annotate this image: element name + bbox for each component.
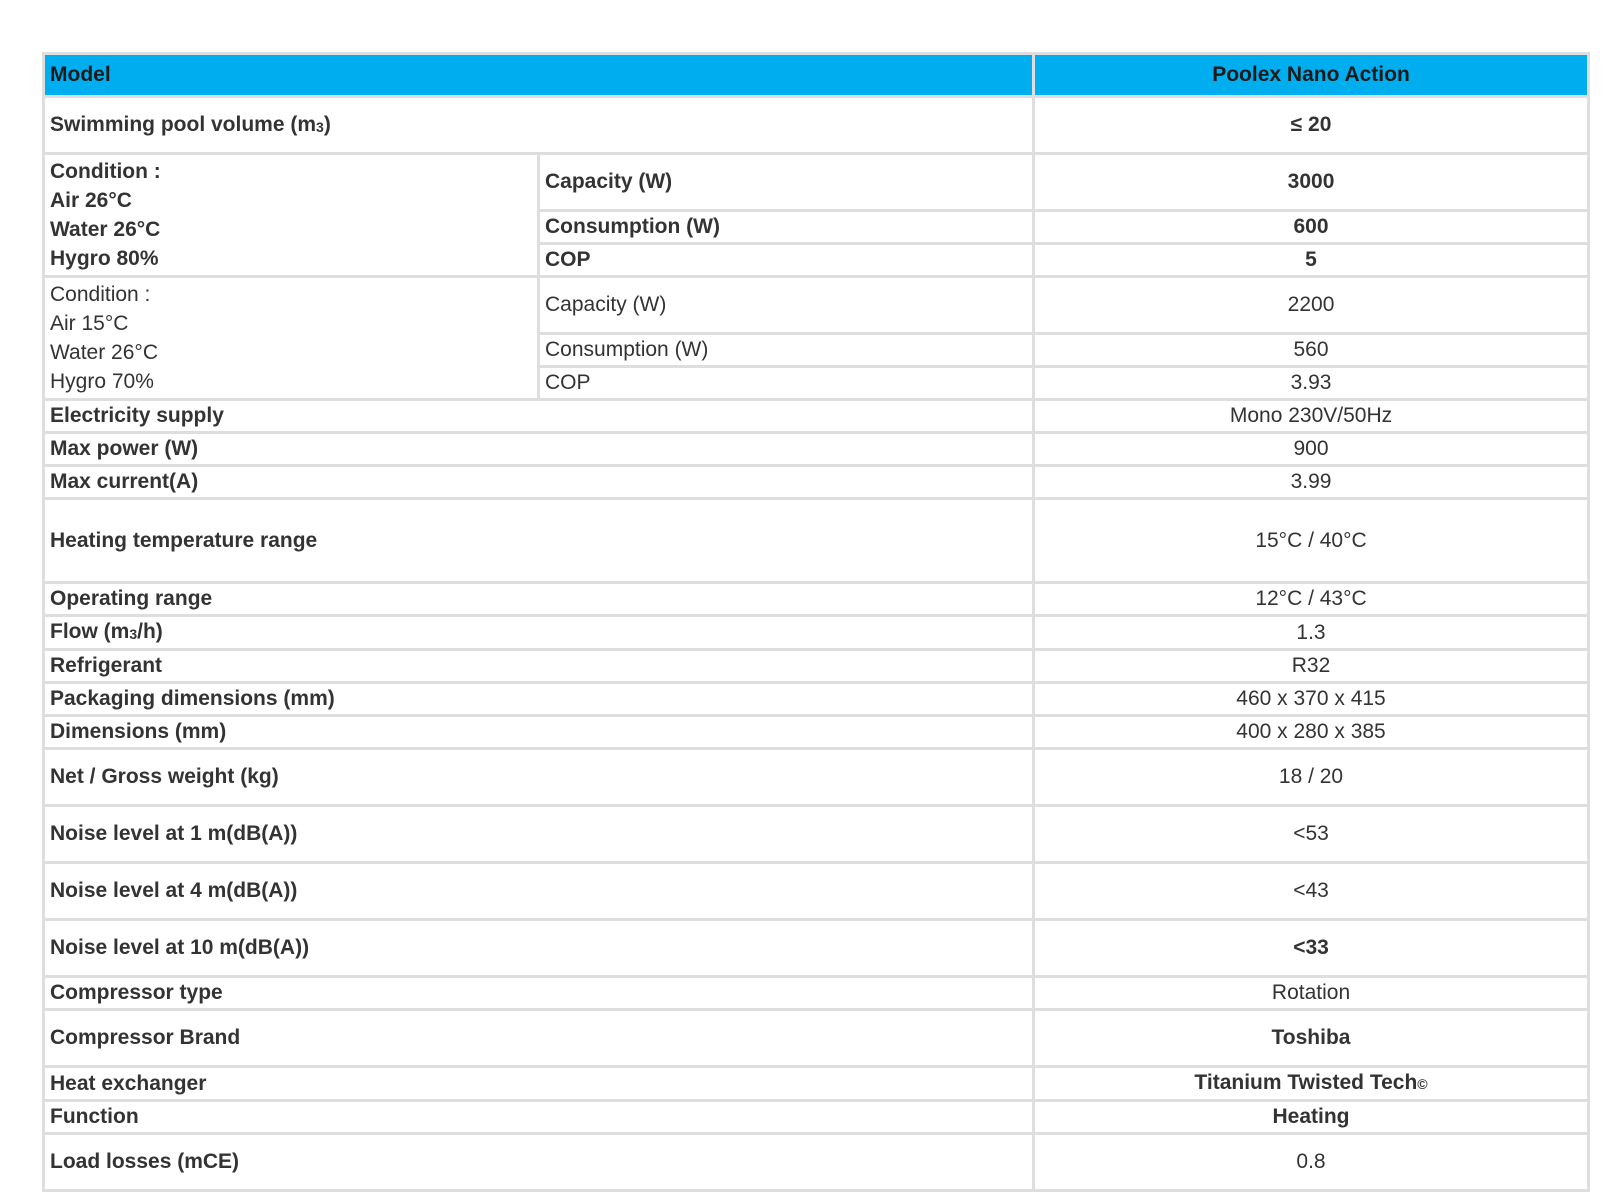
- refrigerant-label: Refrigerant: [44, 650, 1034, 683]
- table-row: [44, 920, 1589, 977]
- electricity-value: Mono 230V/50Hz: [1034, 400, 1589, 433]
- table-row: [44, 583, 1589, 616]
- condition2-capacity-label: Capacity (W): [539, 277, 1034, 334]
- table-row: [44, 1134, 1589, 1191]
- max-current-value: 3.99: [1034, 466, 1589, 499]
- dimensions-label: Dimensions (mm): [44, 716, 1034, 749]
- flow-value: 1.3: [1034, 616, 1589, 650]
- weight-value: 18 / 20: [1034, 749, 1589, 806]
- heating-range-label: Heating temperature range: [44, 499, 1034, 583]
- noise-1m-value: <53: [1034, 806, 1589, 863]
- table-row: [44, 716, 1589, 749]
- pool-volume-label: Swimming pool volume $(m_3)$: [44, 97, 1034, 154]
- operating-range-value: 12°C / 43°C: [1034, 583, 1589, 616]
- condition2-cop-value: 3.93: [1034, 367, 1589, 400]
- condition1-consumption-value: 600: [1034, 211, 1589, 244]
- refrigerant-value: R32: [1034, 650, 1589, 683]
- table-row: [44, 1067, 1589, 1101]
- packaging-dims-value: 460 x 370 x 415: [1034, 683, 1589, 716]
- table-row: [44, 977, 1589, 1010]
- copyright-mark: ©: [1417, 1076, 1428, 1092]
- table-row: [44, 1010, 1589, 1067]
- table-row: [44, 749, 1589, 806]
- max-power-value: 900: [1034, 433, 1589, 466]
- noise-4m-value: <43: [1034, 863, 1589, 920]
- table-row: [44, 499, 1589, 583]
- table-row: [44, 433, 1589, 466]
- header-row: [44, 54, 1589, 97]
- condition1-cell: [44, 154, 539, 277]
- table-row: [44, 154, 1589, 211]
- noise-10m-label: Noise level at 10 m(dB(A)): [44, 920, 1034, 977]
- electricity-label: Electricity supply: [44, 400, 1034, 433]
- table-row: [44, 863, 1589, 920]
- max-power-label: Max power (W): [44, 433, 1034, 466]
- condition1-line: Hygro 80%: [50, 247, 159, 270]
- compressor-brand-label: Compressor Brand: [44, 1010, 1034, 1067]
- spec-table: [42, 52, 1590, 1192]
- condition1-line: Water 26°C: [50, 218, 161, 241]
- condition2-consumption-value: 560: [1034, 334, 1589, 367]
- table-row: [44, 616, 1589, 650]
- condition2-line: Water 26°C: [50, 341, 158, 364]
- heat-exchanger-value: Titanium Twisted Tech©: [1034, 1067, 1589, 1101]
- condition1-cop-value: 5: [1034, 244, 1589, 277]
- compressor-brand-value: Toshiba: [1034, 1010, 1589, 1067]
- pool-volume-value: ≤ 20: [1034, 97, 1589, 154]
- condition1-capacity-value: 3000: [1034, 154, 1589, 211]
- condition2-cop-label: COP: [539, 367, 1034, 400]
- table-row: [44, 1101, 1589, 1134]
- model-value: Poolex Nano Action: [1034, 54, 1589, 97]
- condition2-capacity-value: 2200: [1034, 277, 1589, 334]
- load-losses-label: Load losses (mCE): [44, 1134, 1034, 1191]
- condition1-capacity-label: Capacity (W): [539, 154, 1034, 211]
- noise-1m-label: Noise level at 1 m(dB(A)): [44, 806, 1034, 863]
- condition1-cop-label: COP: [539, 244, 1034, 277]
- dimensions-value: 400 x 280 x 385: [1034, 716, 1589, 749]
- flow-label: Flow $(m_3/h)$: [44, 616, 1034, 650]
- condition1-line: Air 26°C: [50, 189, 132, 212]
- heating-range-value: 15°C / 40°C: [1034, 499, 1589, 583]
- condition2-line: Condition :: [50, 283, 151, 306]
- table-row: [44, 400, 1589, 433]
- table-row: [44, 806, 1589, 863]
- load-losses-value: 0.8: [1034, 1134, 1589, 1191]
- compressor-type-label: Compressor type: [44, 977, 1034, 1010]
- condition1-line: Condition :: [50, 160, 161, 183]
- packaging-dims-label: Packaging dimensions (mm): [44, 683, 1034, 716]
- table-row: [44, 97, 1589, 154]
- model-label: Model: [44, 54, 1034, 97]
- table-row: [44, 466, 1589, 499]
- table-row: [44, 683, 1589, 716]
- noise-4m-label: Noise level at 4 m(dB(A)): [44, 863, 1034, 920]
- condition1-consumption-label: Consumption (W): [539, 211, 1034, 244]
- table-row: [44, 277, 1589, 334]
- weight-label: Net / Gross weight (kg): [44, 749, 1034, 806]
- compressor-type-value: Rotation: [1034, 977, 1589, 1010]
- condition2-consumption-label: Consumption (W): [539, 334, 1034, 367]
- noise-10m-value: <33: [1034, 920, 1589, 977]
- condition2-line: Hygro 70%: [50, 370, 154, 393]
- max-current-label: Max current(A): [44, 466, 1034, 499]
- operating-range-label: Operating range: [44, 583, 1034, 616]
- table-row: [44, 650, 1589, 683]
- condition2-cell: [44, 277, 539, 400]
- function-label: Function: [44, 1101, 1034, 1134]
- heat-exchanger-label: Heat exchanger: [44, 1067, 1034, 1101]
- condition2-line: Air 15°C: [50, 312, 129, 335]
- function-value: Heating: [1034, 1101, 1589, 1134]
